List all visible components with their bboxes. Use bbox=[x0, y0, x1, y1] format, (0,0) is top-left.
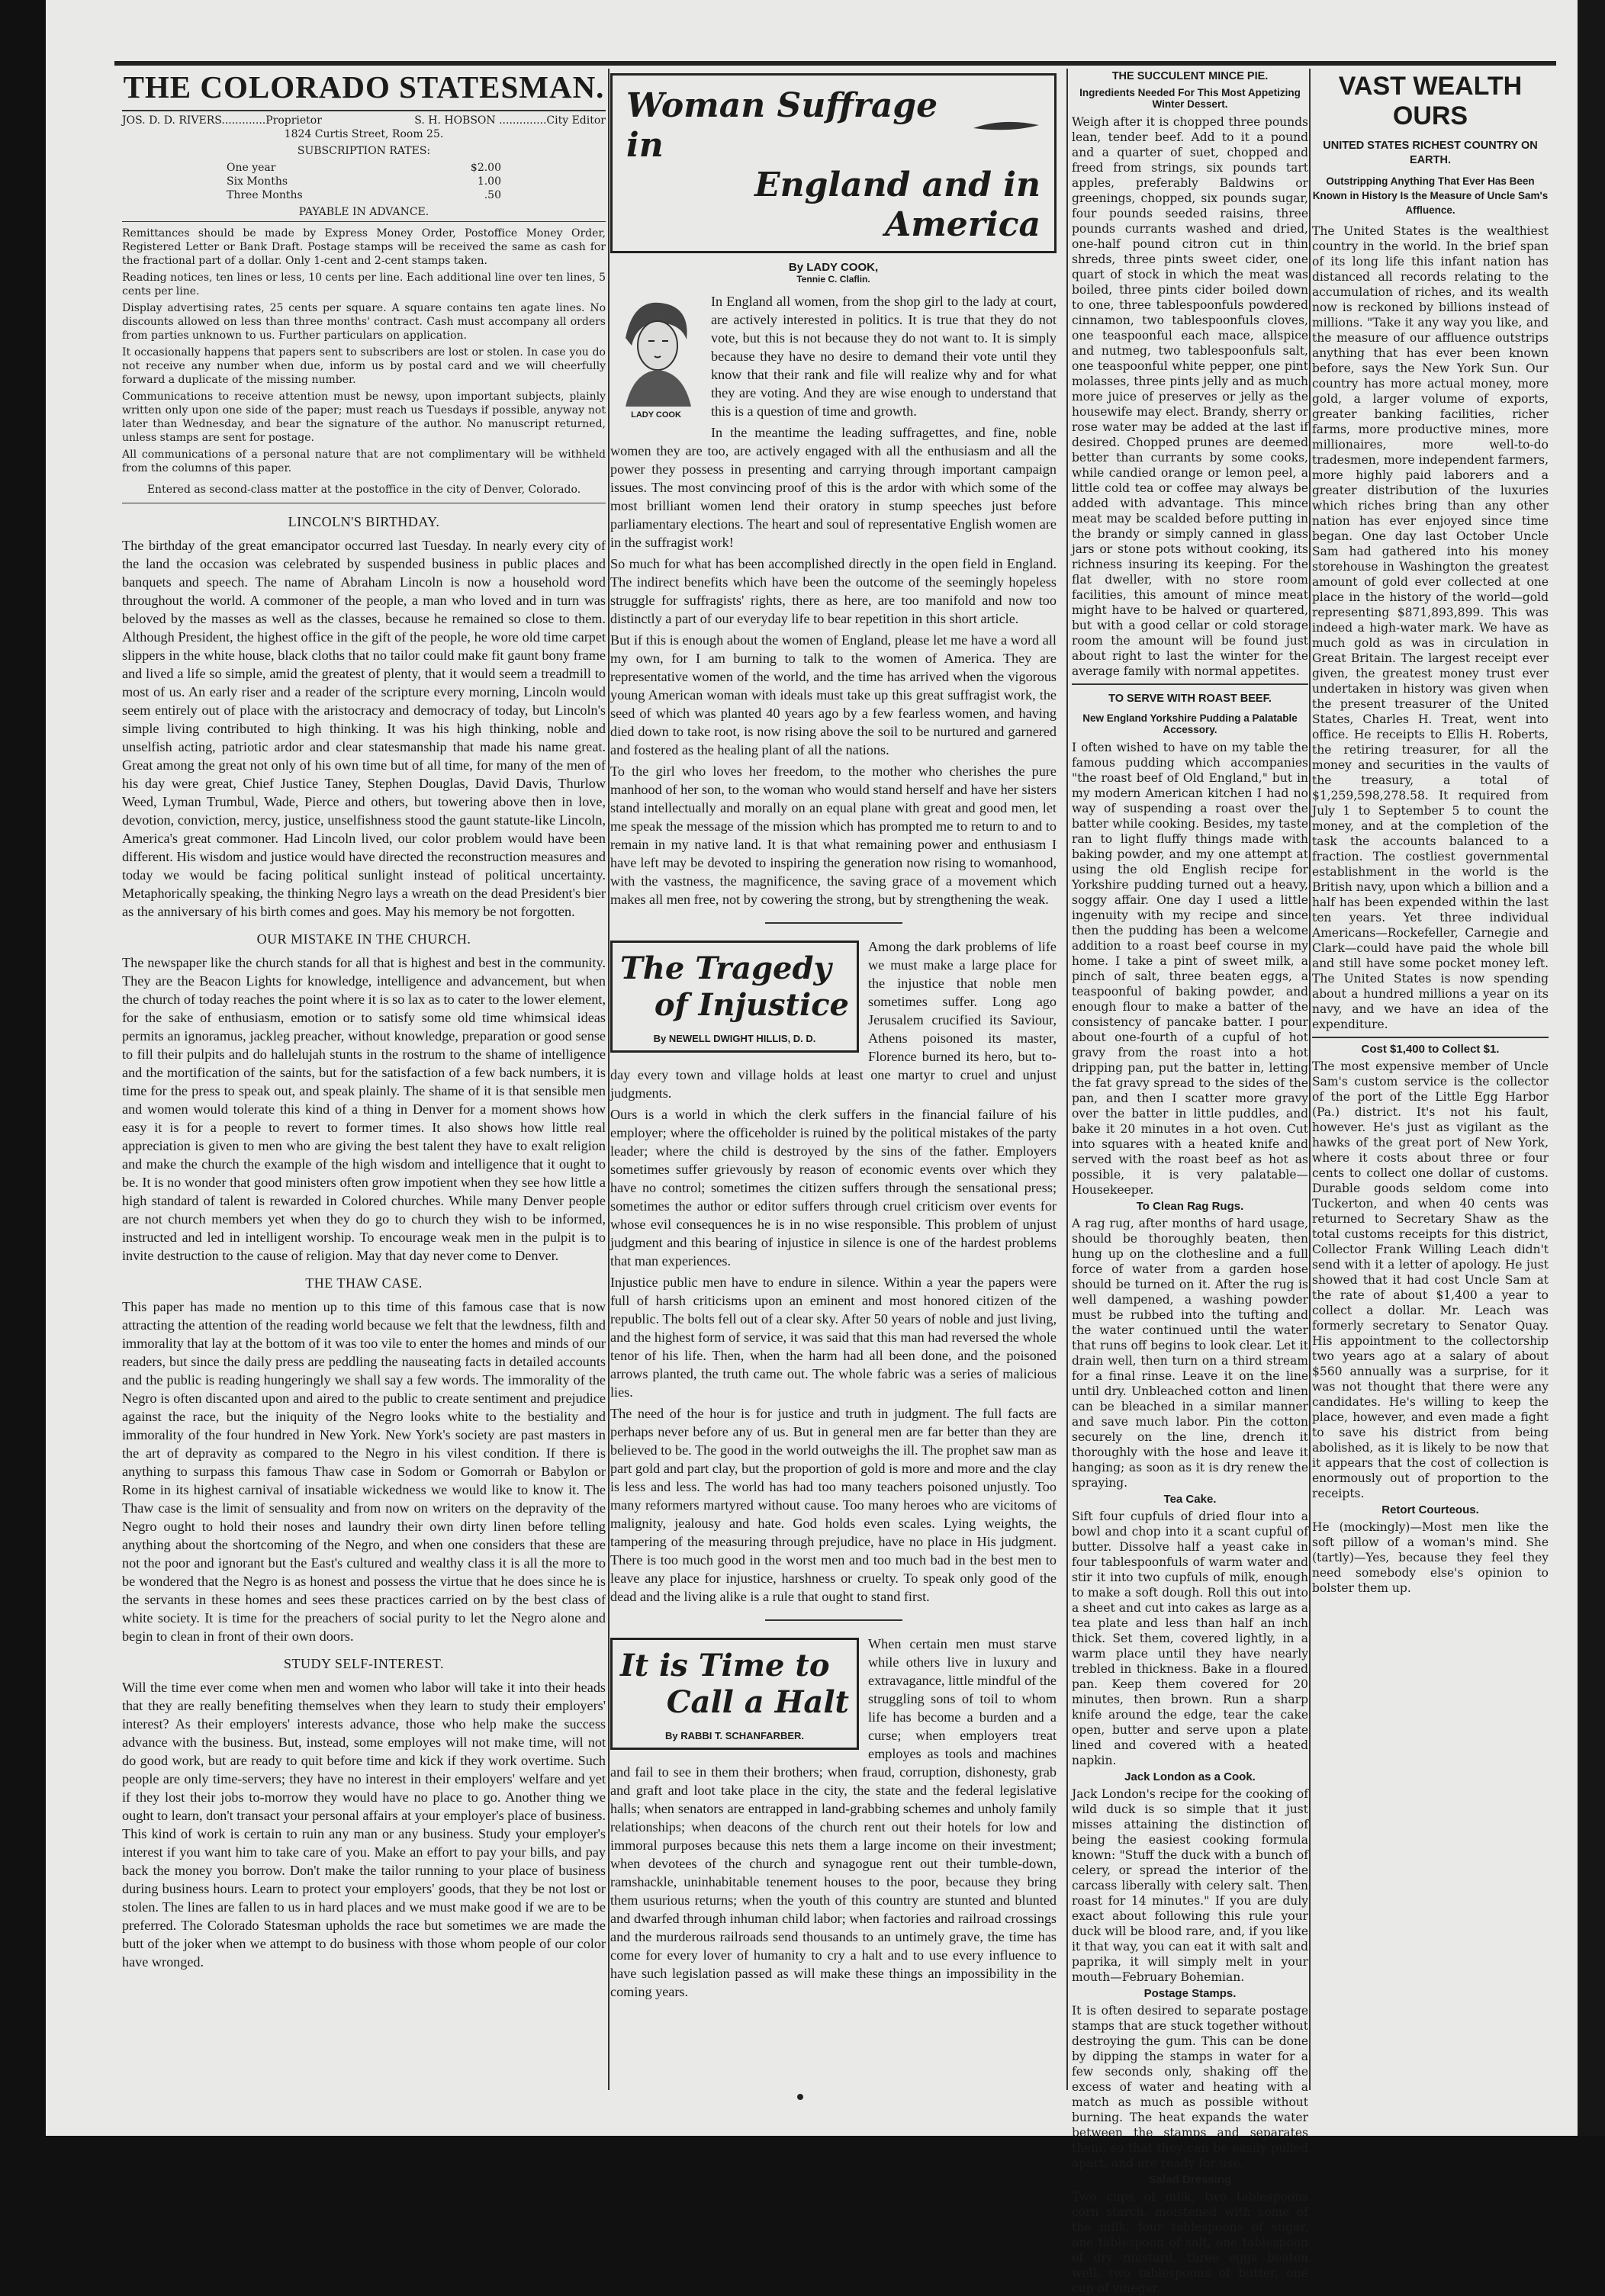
scan-right-edge bbox=[1578, 0, 1605, 2136]
suffrage-title-box bbox=[610, 73, 1057, 253]
tea-cake-text: Sift four cupfuls of dried flour into a bowl and chop into it a scant cupful of butter. Dissolve half a yeast cake in four tablespoonfuls of warm water and stir it into two cupfuls of milk, enough to make a soft dough. Roll this out into a sheet and cut into cakes as large as a tea plate and less than half an inch thick. Set them, covered lightly, in a warm place until they have nearly trebled in thickness. Bake in a floured pan. Keep them covered for 20 minutes, then brown. Run a sharp knife around the edge, tear the cake open, butter and serve upon a plate lined and covered with a heated napkin. bbox=[1072, 1510, 1308, 1767]
rate-row: One year $2.00 bbox=[227, 162, 501, 174]
column-rule bbox=[608, 69, 610, 2090]
portrait-caption: LADY COOK bbox=[631, 410, 681, 420]
tragedy-title-box bbox=[610, 941, 859, 1053]
suffrage-title-line1: Woman Suffrage in bbox=[626, 86, 938, 165]
rate-row: Three Months .50 bbox=[227, 189, 501, 201]
column-wealth bbox=[1312, 69, 1549, 2090]
salad-dressing-title: Salad Dressing bbox=[1148, 2173, 1232, 2186]
rate-row: Six Months 1.00 bbox=[227, 175, 501, 188]
suffrage-para: So much for what has been accomplished directly in the open field in England. The indirect benefits which have been the outcome of the seemingly hopeless struggle for suffragists' rights, there as here, are too manifold and now too distinctly a part of our everyday life to bear repetition in this short article. bbox=[610, 556, 1057, 626]
thaw-headline: THE THAW CASE. bbox=[305, 1275, 423, 1291]
vast-wealth-subhead: UNITED STATES RICHEST COUNTRY ON EARTH. bbox=[1323, 140, 1538, 166]
notice: It occasionally happens that papers sent to subscribers are lost or stolen. In case you do not receive any number when due, inform us by postal card and we will cheerfully forward a duplicate of the missing number. bbox=[122, 346, 606, 386]
payable-note: PAYABLE IN ADVANCE. bbox=[298, 206, 429, 218]
salad-dressing-text: Two cups of milk, two tablespoons corn starch, moistened with some of the milk, four tablespoons of sugar, one tablespoon of salt, one tablespoon of dry mustard, three eggs beaten well, two tablespoons of butter, one cup of vinegar. bbox=[1072, 2190, 1308, 2295]
lady-cook-portrait bbox=[610, 292, 702, 420]
suffrage-para: In England all women, from the shop girl to the lady at court, are actively interested in politics. It is true that they do not vote, but this is not because they do not want to. It is simply because they have no desire to demand their vote until they know that their rank and file will realize why and for what they are voting. And they are wise enough to understand that this is a question of time and growth. bbox=[711, 294, 1057, 419]
address: 1824 Curtis Street, Room 25. bbox=[284, 128, 444, 140]
mince-article: Weigh after it is chopped three pounds lean, tender beef. Add to it a pound and a quarter of suet, chopped and freed from strings, six pounds tart apples, preferably Baldwins or greenings, chopped, six pounds sugar, four pounds seeded raisins, three pounds currants washed and dried, one-half pound citron cut in thin shreds, three pints sweet cider, one quart of stock in which the meat was boiled, three pints cider boiled down to one, three tablespoonfuls powdered cinnamon, two tablespoonfuls cloves, one teaspoonful each mace, allspice and nutmeg, two tablespoonfuls salt, one teaspoonful white pepper, one pint molasses, three pints jelly and as much more juice of preserves or jelly as the housewife may elect. Brandy, sherry or rose water may be added at the last if desired. Chopped prunes are deemed better than currants by some cooks, while candied orange or lemon peel, a little cold tea or coffee may always be added with advantage. This mince meat may be scalded before putting in the brandy or simply canned in glass jars or stone pots without cooking, its richness insuring its keeping. For the flat dweller, with no store room facilities, this amount of mince meat might have to be halved or quartered, but with a good cellar or cold storage room the amount will be found just about right to last the winter for the average family with normal appetites. bbox=[1072, 115, 1308, 678]
column-editorial bbox=[122, 69, 606, 2090]
column-rule bbox=[1066, 69, 1068, 2090]
notice: Reading notices, ten lines or less, 10 cents per line. Each additional line over ten lines, 5 cents per line. bbox=[122, 272, 606, 297]
section-divider bbox=[765, 1619, 902, 1621]
entered-note: Entered as second-class matter at the postoffice in the city of Denver, Colorado. bbox=[146, 484, 581, 496]
section-divider bbox=[765, 922, 902, 924]
retort-text: He (mockingly)—Most men like the soft pillow of a woman's mind. She (tartly)—Yes, because they feel they need somebody else's opinion to bolster them up. bbox=[1312, 1520, 1549, 1595]
mince-headline: THE SUCCULENT MINCE PIE. bbox=[1111, 70, 1269, 82]
rag-rugs-text: A rag rug, after months of hard usage, should be thoroughly beaten, then hung up on the clothesline and a full force of water from a garden hose should be turned on it. After the rug is well dampened, a washing powder must be rubbed into the tufting and the water continued until the water that runs off begins to look clear. Let it drain well, then turn on a third stream for a final rinse. Leave it on the line until dry. Unbleached cotton and linen can be bleached in a similar manner and save much labor. Pin the cotton securely on the line, drench it thoroughly with the hose and leave it hanging; as soon as it is dry renew the spraying. bbox=[1072, 1217, 1308, 1490]
halt-byline: By RABBI T. SCHANFARBER. bbox=[664, 1730, 804, 1741]
notice: Communications to receive attention must be newsy, upon important subjects, plainly written only upon one side of the paper; must reach us Tuesdays if possible, anyway not later than Wednesday, and bear the signature of the author. No manuscript returned, unless stamps are sent for postage. bbox=[122, 391, 606, 444]
publisher-notices bbox=[122, 222, 606, 503]
postage-stamps-title: Postage Stamps. bbox=[1143, 1987, 1237, 2000]
suffrage-byline: By LADY COOK, bbox=[788, 261, 879, 274]
proprietor-line: JOS. D. D. RIVERS.............Proprietor bbox=[122, 114, 322, 127]
jack-london-title: Jack London as a Cook. bbox=[1124, 1770, 1256, 1783]
rag-rugs-title: To Clean Rag Rugs. bbox=[1136, 1200, 1244, 1213]
portrait-image bbox=[610, 292, 702, 407]
thaw-article: This paper has made no mention up to this time of this famous case that is now attracting the attention of the reading world because we felt that the lewdness, filth and immorality that lay at the bottom of it was too vile to enter the homes and minds of our readers, but since the daily press are peddling the nauseating facts in detailed accounts and the public is reading hungeringly we shall say a few words. The immorality of the Negro is often discanted upon and aired to the public to create sentiment and prejudice against the race, but the iniquity of the Negro looks white to the bestiality and immorality of the four hundred in New York. New York's society are past masters in the art of depravity as compared to the Negro in his vilest condition. If there is anything to surpass this famous Thaw case in Sodom or Gomorrah or Babylon or Rome in its highest carnival of insatiable wickedness we would like to know it. The Thaw case is the limit of sensuality and from now on writers on the depravity of the Negro ought to hold their noses and laundry their own dirty linen before telling anything about the shortcoming of the Negro, and when one considers that these are not the poor and ignorant but the East's cultured and wealthy class it is all the more to be wondered that the Negro is as honest and possess the virtue that he does since he is the servants in these homes and sees these practices carried on by the best class of white society. It is time for the preachers of social purity to let the Negro alone and begin to clean in front of their own doors. bbox=[122, 1299, 606, 1644]
tragedy-para: Ours is a world in which the clerk suffers in the financial failure of his employer; where the officeholder is ruined by the political mistakes of the party leader; where the child is destroyed by the sins of the father. Employers sometimes suffer grievously by reason of economic events over which they have no control; sometimes the citizen suffers through the sensational press; sometimes the author or editor suffers through cruel criticism over events for whose evil consequences he is in no wise responsible. This problem of unjust judgment and this bearing of injustice in silence is one of the hardest problems that man experiences. bbox=[610, 1107, 1057, 1269]
mince-subhead: Ingredients Needed For This Most Appetizing Winter Dessert. bbox=[1079, 87, 1301, 110]
notice: Remittances should be made by Express Money Order, Postoffice Money Order, Registered Letter or Bank Draft. Postage stamps will be received the same as cash for the fractional part of a dollar. Only 1-cent and 2-cent stamps taken. bbox=[122, 227, 606, 267]
rates-table bbox=[227, 161, 501, 202]
retort-title: Retort Courteous. bbox=[1381, 1503, 1479, 1516]
divider bbox=[1072, 683, 1308, 685]
study-headline: STUDY SELF-INTEREST. bbox=[284, 1656, 444, 1671]
quill-ornament-icon bbox=[972, 114, 1041, 137]
church-article: The newspaper like the church stands for all that is highest and best in the community. They are the Beacon Lights for knowledge, intelligence and advancement, but when the church of today reaches the point where it is so lax as to cater to the lower element, for the sake of enthusiasm, emotion or to satisfy some old time whimsical ideas permits an ignoramus, jackleg preacher, without knowledge, preparation or good sense to fill their pulpits and do hallelujah stunts in the rostrum to the shame of intelligence and the mortification of the saints, but for the satisfaction of a few back numbers, it is time for the press to speak out, and speak plainly. The shame of it is that sensible men and women would tolerate this kind of a thing in Denver for a moment shows how easy it is for a people to revert to former times. It also shows how little real appreciation is given to men who are giving the best talent they have to exalt religion and make the church the example of the high wisdom and intelligence that it ought to be. It is no wonder that good ministers often grow impotient when they see how little a high standard of talent is rewarded in Colored churches. While many Denver people are not church members yet when they do go to church they wish to be informed, instructed and led in intelligent worship. To encourage weak men in the pulpit is to invite destruction to the cause of religion. May that day never come to Denver. bbox=[122, 955, 606, 1263]
notice: Display advertising rates, 25 cents per square. A square contains ten agate lines. No discounts allowed on less than three months' contract. Cash must accompany all orders from parties unknown to us. Further particulars on application. bbox=[122, 302, 606, 342]
column-rule bbox=[1309, 69, 1311, 2090]
top-rule bbox=[114, 61, 1556, 66]
halt-title-line2: Call a Halt bbox=[666, 1684, 849, 1720]
rates-heading: SUBSCRIPTION RATES: bbox=[297, 145, 431, 157]
tragedy-title-line1: The Tragedy bbox=[620, 950, 831, 986]
column-household bbox=[1072, 69, 1308, 2295]
postage-stamps-text: It is often desired to separate postage stamps that are stuck together without destroying the gum. This can be done by dipping the stamps in water for a few seconds only, shaking off the excess of water and heating with a match as much as possible without burning. The heat expands the water between the stamps and separates them, so that they can be easily pulled apart, and are ready for use. bbox=[1072, 2004, 1308, 2170]
cost-collect-title: Cost $1,400 to Collect $1. bbox=[1361, 1043, 1500, 1056]
jack-london-text: Jack London's recipe for the cooking of wild duck is so simple that it just misses attaining the distinction of being the easiest cooking formula known: "Stuff the duck with a bunch of celery, or spread the interior of the carcass liberally with celery salt. Then roast for 14 minutes." If you are duly exact about following this rule your duck will be blood rare, and, if you like it that way, you can eat it with salt and paprika, it will simply melt in your mouth—February Bohemian. bbox=[1072, 1787, 1308, 1984]
scan-left-edge bbox=[0, 0, 46, 2136]
suffrage-title-line2: England and in America bbox=[754, 166, 1041, 244]
notice: All communications of a personal nature that are not complimentary will be withheld from the columns of this paper. bbox=[122, 449, 606, 474]
suffrage-para: To the girl who loves her freedom, to the mother who cherishes the pure manhood of her son, to the woman who would stand herself and have her sisters stand intellectually and morally on an equal plane with great and good men, let me speak the message of the mission which has prompted me to return to and to remain in my native land. It is that what remaining power and enthusiasm I have left may be devoted to inspiring the generation now rising to womanhood, with the vastness, the magnificence, the saving grace of a movement which makes all men free, not by cowering the strong, but by strengthening the weak. bbox=[610, 764, 1057, 907]
editor-line: S. H. HOBSON ..............City Editor bbox=[414, 114, 606, 127]
church-headline: OUR MISTAKE IN THE CHURCH. bbox=[256, 931, 471, 947]
suffrage-subbyline: Tennie C. Claflin. bbox=[796, 274, 870, 285]
vast-wealth-deck: Outstripping Anything That Ever Has Been Known in History Is the Measure of Uncle Sam's Affluence. bbox=[1312, 175, 1549, 216]
halt-title-box bbox=[610, 1638, 859, 1750]
tragedy-byline: By NEWELL DWIGHT HILLIS, D. D. bbox=[653, 1033, 816, 1044]
tragedy-title-line2: of Injustice bbox=[654, 987, 849, 1023]
suffrage-para: But if this is enough about the women of England, please let me have a word all my own, for I am burning to talk to the women of America. They are representative women of the world, and the time has arrived when the vigorous young American woman with ideals must take up this great suffragist work, the seed of which was planted 40 years ago by a few fearless women, and having died down to take root, is now rising above the soil to be nurtured and garnered and fostered as the healing plant of all the nations. bbox=[610, 632, 1057, 757]
cost-collect-text: The most expensive member of Uncle Sam's custom service is the collector of the port of the Little Egg Harbor (Pa.) district. It's not his fault, however. He's just as vigilant as the hawks of the great port of New York, where it costs about three or four cents to collect one dollar of customs. Durable goods seldom come into Tuckerton, and when 40 cents was returned to Secretary Shaw as the total customs receipts for this district, Collector Frank Willing Leach didn't send with it a letter of apology. He just showed that it had cost Uncle Sam at the rate of about $1,400 a year to collect a dollar. Mr. Leach was formerly secretary to Senator Quay. His appointment to the collectorship two years ago at a salary of about $560 annually was a surprise, for it was not thought that there were any candidates. He's willing to keep the place, however, and even made a fight to save his district from being abolished, as it is likely to be now that it appears that the cost of collection is enormously out of proportion to the receipts. bbox=[1312, 1060, 1549, 1500]
column-features bbox=[610, 69, 1057, 2090]
tragedy-para: The need of the hour is for justice and truth in judgment. The full facts are perhaps never before any of us. But in general men are far better than they are believed to be. The good in the world outweighs the ill. The prophet saw man as part gold and part clay, but the proportion of gold is more and more and the clay is less and less. The world has had too many teachers poisoned unjustly. Too many reformers martyred without cause. Too many heroes who are vicitoms of malignity, jealousy and hate. God holds even scales. Lying weights, the tampering of the measuring through prejudice, have no place in His judgment. There is too much good in the worst men and too much bad in the best men to leave any place for injustice, harshness or cruelty. To speak only good of the dead and the living alike is a rule that ought to stand first. bbox=[610, 1406, 1057, 1604]
tea-cake-title: Tea Cake. bbox=[1163, 1493, 1217, 1506]
vast-wealth-article: The United States is the wealthiest country in the world. In the brief span of its long life this infant nation has distanced all records relating to the accumulation of riches, and its wealth now is reckoned by billions instead of millions. "Take it any way you like, and the measure of our affluence outstrips anything that has ever been known before, says the New York Sun. Our country has more actual money, more gold, a larger volume of exports, greater banking facilities, richer farms, more productive mines, more millionaires, more well-to-do tradesmen, more independent farmers, more highly paid laborers and a greater distribution of the luxuries which riches bring than any other nation has ever enjoyed since time began. One day last October Uncle Sam had gathered into his money storehouse in Washington the greatest amount of gold ever collected at one place in the history of the world—gold representing $871,893,899. This was indeed a high-water mark. We have as much gold as was in circulation in Great Britain. The largest receipt ever given, the greatest money trust ever undertaken in history was given when the present treasurer of the United States, Charles H. Treat, went into office. He receipts to Ellis H. Roberts, the retiring treasurer, for all the money and securities in the vaults of the treasury, a total of $1,259,598,278.58. It required from July 1 to September 5 to count the money, and at the completion of the task the accounts balanced to a fraction. The costliest governmental establishment in the world is the British navy, upon which a billion and a half has been expended within the last ten years. Yet three individual Americans—Rockefeller, Carnegie and Clark—could have paid the whole bill and still have some pocket money left. The United States is now spending about a hundred millions a year on its navy, and we have an idea of the expenditure. bbox=[1312, 224, 1549, 1031]
divider bbox=[1312, 1037, 1549, 1038]
vast-wealth-headline: VAST WEALTH OURS bbox=[1338, 72, 1523, 130]
beef-headline: TO SERVE WITH ROAST BEEF. bbox=[1108, 693, 1272, 705]
lincoln-headline: LINCOLN'S BIRTHDAY. bbox=[288, 514, 440, 529]
masthead-info bbox=[122, 110, 606, 222]
masthead-title: THE COLORADO STATESMAN. bbox=[123, 69, 605, 105]
study-article: Will the time ever come when men and women who labor will take it into their heads that they are really benefiting themselves when they learn to study their employers' interest? As their employers' interests advance, those who help make the success advance with the business. But, instead, some employes will not make time, will not do good work, but are ready to quit before time and kick if they work overtime. Such people are only time-servers; they have no interest in their employers' welfare and yet if they lost their jobs to-morrow they would have no place to go. Another thing we ought to learn, don't transact your personal affairs at your employer's place of business. This kind of work is certain to ruin any man or any business. Study your employer's interest if you want him to take care of you. Make an effort to pay your bills, and pay back the money you borrow. Don't make the tailor running to your place of business during business hours. Learn to protect your employers' goods, that they be not lost or stolen. The lines are fallen to us in hard places and we must make good if we are to be preferred. The Colorado Statesman upholds the race but sometimes we are made the butt of the joker when we attempt to do business with those whom people of our color have wronged. bbox=[122, 1680, 606, 1970]
lincoln-article: The birthday of the great emancipator occurred last Tuesday. In nearly every city of the land the occasion was celebrated by suspended business in public places and banquets and speech. The name of Abraham Lincoln is now a household word throughout the world. A commoner of the people, a man who loved and in turn was beloved by the masses as well as the classes, because he remained so close to them. Although President, the highest office in the gift of the people, he wore old time carpet slippers in the white house, black cloths that no tailor could make fit gaunt bony frame and lived a life so simple, amid the greatest of plenty, that it would seem a treadmill to most of us. An early riser and a reader of the scripture every morning, Lincoln would seem entirely out of place with the aristocracy and democracy of today, but Lincoln's simple living contributed to high thinking. It was his high thinking, noble and unselfish acting, patriotic ardor and clear statesmanship that made his name great. Great among the great not only of his own time but of all time, for many of the men of his day were great, Chief Justice Taney, Stephen Douglas, David Davis, Thurlow Weed, Lyman Trumbul, Wade, Pierce and others, but towering above then in love, devotion, conviction, mercy, justice, unselfishness stood the gaunt statute-like Lincoln, America's great commoner. Had Lincoln lived, our color problem would have been different. His wisdom and justice would have directed the reconstruction measures and today we would be facing political sunlight instead of political uncertainty. Metaphorically speaking, the thinking Negro lays a wreath on the dead President's bier as the anniversary of his birth comes and goes. May his memory be not forgotten. bbox=[122, 538, 606, 919]
halt-para: When certain men must starve while others live in luxury and extravagance, little mindful of the struggling sons of toil to whom life has become a burden and a curse; when employers treat employes as tools and machines and fail to see in them their brothers; when fraud, corruption, dishonesty, grab and graft and loot take place in the city, the state and the federal legislative halls; when senators are entrapped in land-grabbing schemes and unholy family relationships; when deacons of the church rent out their hotels for low and immoral purposes because this nets them a large income on their investment; when devotees of the church and synagogue rent out their tumble-down, ramshackle, uninhabitable tenement houses to the poor, because they bring them usurious returns; when the youth of this country are stunted and blunted and dwarfed through inhuman child labor; when factories and railroad crossings and the murderous railroads send thousands to an untimely grave, the time has come for every lover of humanity to cry a halt and to use every influence to have such legislation passed as will make these things an impossibility in the coming years. bbox=[610, 1636, 1057, 1999]
beef-subhead: New England Yorkshire Pudding a Palatable Accessory. bbox=[1082, 712, 1298, 735]
tragedy-para: Injustice public men have to endure in silence. Within a year the papers were full of harsh criticisms upon an eminent and most honored citizen of the republic. The bolts fell out of a clear sky. After 50 years of noble and just living, and the highest form of service, it was said that this man had reversed the whole tenor of his life. Then, when the harm had all been done, and the poisoned arrows planted, the truth came out. The whole fabric was a series of malicious lies. bbox=[610, 1275, 1057, 1400]
page-bullet bbox=[797, 2094, 803, 2100]
halt-title-line1: It is Time to bbox=[620, 1648, 830, 1683]
suffrage-para: In the meantime the leading suffragettes, and fine, noble women they are too, are actively engaged with all the enthusiasm and all the power they possess in presenting and carrying through important campaign issues. The most convincing proof of this is the ardor with which some of the most brilliant women lend their oratory in stump speeches just before parliamentary elections. The heart and soul of representative English women are in the suffragist work! bbox=[610, 425, 1057, 550]
beef-article: I often wished to have on my table the famous pudding which accompanies "the roast beef of Old England," but in my modern American kitchen I had no way of suspending a roast over the batter while cooking. Besides, my taste ran to light fluffy things made with baking powder, and my one attempt at using the old English recipe for Yorkshire pudding turned out a heavy, soggy affair. One day I used a little ingenuity with my recipe and since then the pudding has been a welcome addition to a roast beef course in my home. I take a pint of sweet milk, a pinch of salt, three beaten eggs, a teaspoonful of baking powder, and enough flour to make a batter of the consistency of pancake batter. I pour about one-fourth of a cupful of hot gravy from the roast into a hot dripping pan, put the batter in, letting the fat gravy spread to the sides of the pan, and then I scatter more gravy over the batter in little puddles, and bake it 20 minutes in a hot oven. Cut into squares with a heated knife and served with the roast beef as hot as possible, it is very palatable—Housekeeper. bbox=[1072, 741, 1308, 1197]
tragedy-para: Among the dark problems of life we must make a large place for the injustice that noble men sometimes suffer. Long ago Jerusalem crucified its Saviour, Athens poisoned its master, Florence burned its hero, but to-day every town and village holds at least one martyr to cruel and unjust judgments. bbox=[610, 939, 1057, 1101]
